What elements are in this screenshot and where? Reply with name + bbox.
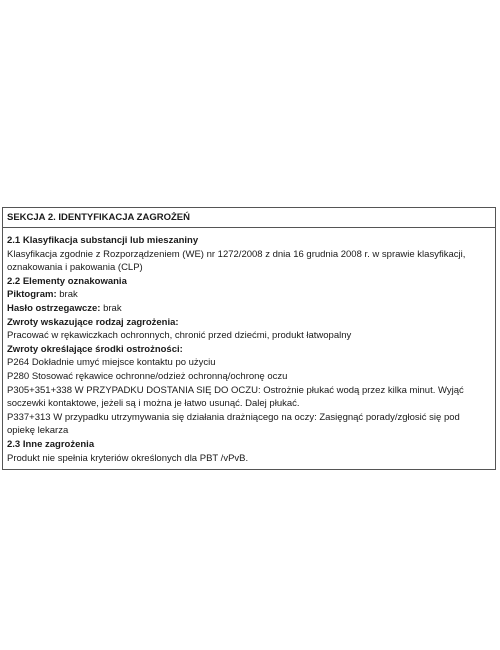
section-title: SEKCJA 2. IDENTYFIKACJA ZAGROŻEŃ [3, 208, 495, 228]
precaution-p337: P337+313 W przypadku utrzymywania się działania drażniącego na oczy: Zasięgnąć porady/zgłosić się pod opiekę lekarza [7, 411, 460, 437]
precaution-p280: P280 Stosować rękawice ochronne/odzież ochronną/ochronę oczu [7, 370, 288, 382]
signal-word-label: Hasło ostrzegawcze: [7, 302, 101, 314]
pictogram-value: brak [56, 289, 78, 301]
heading-precautionary-statements: Zwroty określające środki ostrożności: [7, 343, 183, 355]
signal-word-row [7, 302, 491, 316]
heading-label-elements: 2.2 Elementy oznakowania [7, 275, 127, 287]
heading-hazard-statements: Zwroty wskazujące rodzaj zagrożenia: [7, 316, 179, 328]
heading-other-hazards: 2.3 Inne zagrożenia [7, 438, 95, 450]
heading-classification: 2.1 Klasyfikacja substancji lub mieszaniny [7, 235, 199, 246]
precaution-p305: P305+351+338 W PRZYPADKU DOSTANIA SIĘ DO OCZU: Ostrożnie płukać wodą przez kilka minut. Wyjąć soczewki kontaktowe, jeżeli są i można je łatwo usunąć. Dalej płukać. [7, 384, 464, 410]
precaution-p264: P264 Dokładnie umyć miejsce kontaktu po użyciu [7, 357, 216, 369]
classification-text: Klasyfikacja zgodnie z Rozporządzeniem (WE) nr 1272/2008 z dnia 16 grudnia 2008 r. w sprawie klasyfikacji, oznakowania i pakowania (CLP) [7, 248, 466, 274]
other-hazards-text: Produkt nie spełnia kryteriów określonych dla PBT /vPvB. [7, 452, 249, 464]
pictogram-row [7, 288, 491, 302]
hazard-identification-section [2, 207, 496, 470]
hazard-statements-text: Pracować w rękawiczkach ochronnych, chronić przed dziećmi, produkt łatwopalny [7, 330, 352, 342]
pictogram-label: Piktogram: [7, 289, 57, 301]
section-body [3, 228, 495, 469]
signal-word-value: brak [100, 302, 122, 314]
